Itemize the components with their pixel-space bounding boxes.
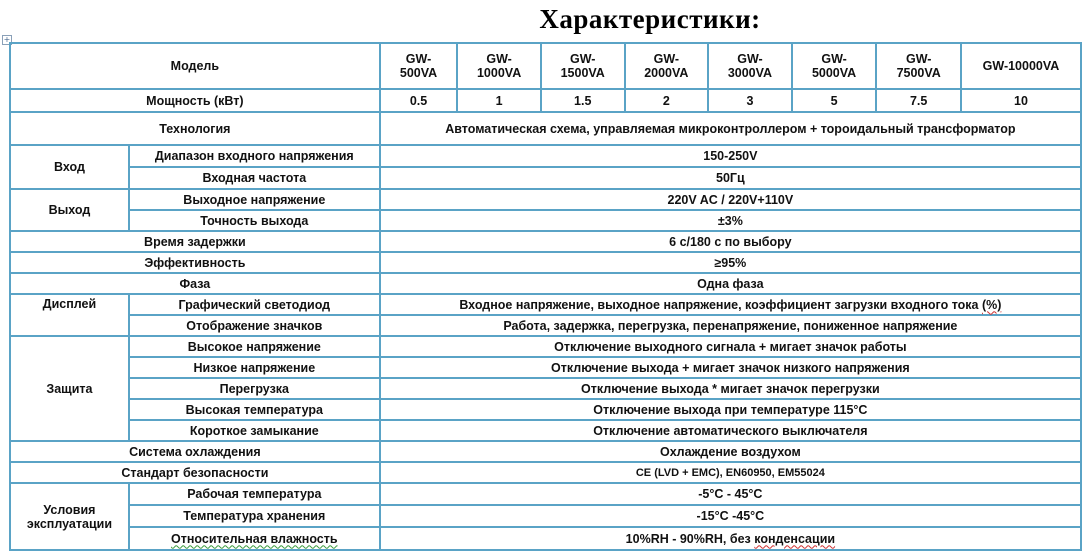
table-row (10, 167, 1081, 189)
technology-label: Технология (10, 112, 380, 145)
page-title: Характеристики: (539, 4, 761, 34)
phase-label: Фаза (10, 273, 380, 294)
protection-label: Перегрузка (129, 378, 380, 399)
conditions-storage-value: -15°C -45°C (380, 505, 1081, 527)
conditions-storage-label: Температура хранения (129, 505, 380, 527)
protection-label: Короткое замыкание (129, 420, 380, 441)
conditions-group-label: Условия эксплуатации (10, 483, 129, 550)
model-header: Модель (10, 43, 380, 89)
efficiency-label: Эффективность (10, 252, 380, 273)
power-value: 1 (457, 89, 541, 112)
table-row (10, 441, 1081, 462)
table-row (10, 462, 1081, 483)
power-value: 3 (708, 89, 792, 112)
power-value: 7.5 (876, 89, 961, 112)
delay-label: Время задержки (10, 231, 380, 252)
model-cell: GW- 2000VA (625, 43, 709, 89)
phase-value: Одна фаза (380, 273, 1081, 294)
model-cell: GW- 1500VA (541, 43, 625, 89)
table-row (10, 273, 1081, 294)
display-icons-value: Работа, задержка, перегрузка, перенапряжение, пониженное напряжение (380, 315, 1081, 336)
table-row (10, 252, 1081, 273)
cooling-label: Система охлаждения (10, 441, 380, 462)
input-range-label: Диапазон входного напряжения (129, 145, 380, 167)
table-row (10, 145, 1081, 167)
table-row (10, 357, 1081, 378)
protection-value: Отключение выхода + мигает значок низкого напряжения (380, 357, 1081, 378)
table-row (10, 378, 1081, 399)
table-row (10, 505, 1081, 527)
conditions-humidity-label: Относительная влажность (129, 527, 380, 550)
input-range-value: 150-250V (380, 145, 1081, 167)
table-row (10, 89, 1081, 112)
cooling-value: Охлаждение воздухом (380, 441, 1081, 462)
input-freq-value: 50Гц (380, 167, 1081, 189)
protection-label: Низкое напряжение (129, 357, 380, 378)
table-row (10, 527, 1081, 550)
technology-value: Автоматическая схема, управляемая микроконтроллером + тороидальный трансформатор (380, 112, 1081, 145)
efficiency-value: ≥95% (380, 252, 1081, 273)
table-row (10, 315, 1081, 336)
output-voltage-value: 220V AC / 220V+110V (380, 189, 1081, 210)
display-icons-label: Отображение значков (129, 315, 380, 336)
protection-value: Отключение выхода при температуре 115°C (380, 399, 1081, 420)
table-row (10, 189, 1081, 210)
safety-label: Стандарт безопасности (10, 462, 380, 483)
protection-group-label: Защита (10, 336, 129, 441)
table-row (10, 43, 1081, 89)
table-row (10, 420, 1081, 441)
safety-value: CE (LVD + EMC), EN60950, EM55024 (380, 462, 1081, 483)
table-row (10, 483, 1081, 505)
table-row (10, 112, 1081, 145)
protection-value: Отключение выхода * мигает значок перегрузки (380, 378, 1081, 399)
table-row (10, 294, 1081, 315)
power-value: 5 (792, 89, 877, 112)
input-group-label: Вход (10, 145, 129, 189)
delay-value: 6 с/180 с по выбору (380, 231, 1081, 252)
model-cell: GW- 500VA (380, 43, 458, 89)
conditions-op-value: -5°C - 45°C (380, 483, 1081, 505)
power-value: 0.5 (380, 89, 458, 112)
model-cell: GW- 5000VA (792, 43, 877, 89)
output-group-label: Выход (10, 189, 129, 231)
output-accuracy-value: ±3% (380, 210, 1081, 231)
output-accuracy-label: Точность выхода (129, 210, 380, 231)
model-cell: GW-10000VA (961, 43, 1081, 89)
protection-label: Высокое напряжение (129, 336, 380, 357)
table-move-handle-icon[interactable]: + (3, 35, 11, 44)
conditions-op-label: Рабочая температура (129, 483, 380, 505)
input-freq-label: Входная частота (129, 167, 380, 189)
protection-label: Высокая температура (129, 399, 380, 420)
power-value: 1.5 (541, 89, 625, 112)
table-row (10, 336, 1081, 357)
output-voltage-label: Выходное напряжение (129, 189, 380, 210)
table-row (10, 210, 1081, 231)
power-label: Мощность (кВт) (10, 89, 380, 112)
display-group-label: Дисплей (10, 294, 129, 336)
power-value: 2 (625, 89, 709, 112)
model-cell: GW- 3000VA (708, 43, 792, 89)
model-cell: GW- 7500VA (876, 43, 961, 89)
model-cell: GW- 1000VA (457, 43, 541, 89)
table-row (10, 231, 1081, 252)
display-led-value: Входное напряжение, выходное напряжение, коэффициент загрузки входного тока (%) (380, 294, 1081, 315)
table-row (10, 399, 1081, 420)
display-led-label: Графический светодиод (129, 294, 380, 315)
protection-value: Отключение выходного сигнала + мигает значок работы (380, 336, 1081, 357)
protection-value: Отключение автоматического выключателя (380, 420, 1081, 441)
spec-table (9, 42, 1082, 551)
conditions-humidity-value: 10%RH - 90%RH, без конденсации (380, 527, 1081, 550)
power-value: 10 (961, 89, 1081, 112)
